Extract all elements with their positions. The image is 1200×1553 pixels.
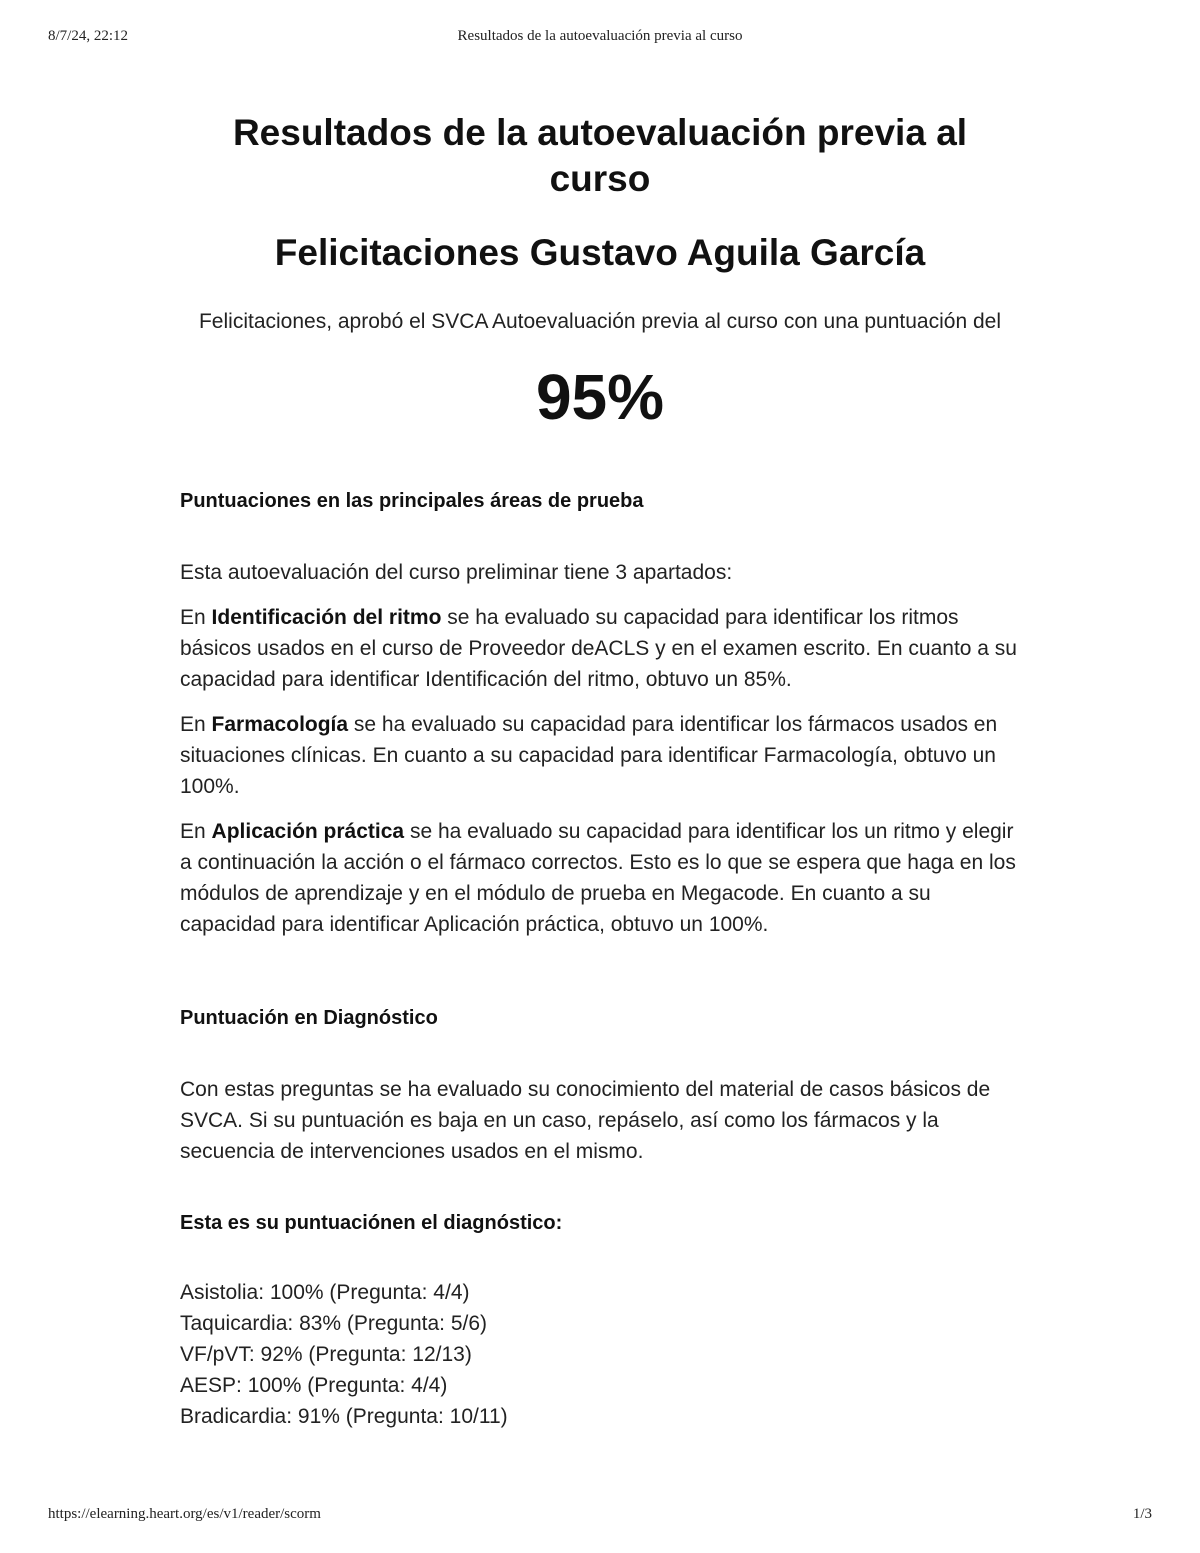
- print-footer: [48, 1506, 1152, 1526]
- area-paragraph-pharmacology: [180, 709, 1020, 802]
- diagnosis-score-item: Asistolia: 100% (Pregunta: 4/4): [180, 1281, 470, 1304]
- area-paragraph-rhythm: [180, 602, 1020, 695]
- area-name: Farmacología: [211, 713, 349, 736]
- main-content: [180, 110, 1020, 1448]
- diagnosis-scores-list: [180, 1277, 1020, 1432]
- print-header: [48, 28, 1152, 48]
- overall-score: 95%: [535, 361, 665, 433]
- area-prefix: En: [180, 606, 212, 629]
- diagnosis-scores-heading: Esta es su puntuaciónen el diagnóstico:: [180, 1212, 563, 1234]
- area-text: se ha evaluado su capacidad para identificar los ritmos básicos usados en el curso de Proveedor deACLS y en el examen escrito. En cuanto a su capacidad para identificar Identificación del ritmo, obtuvo un 85%.: [180, 606, 1017, 691]
- area-name: Aplicación práctica: [211, 820, 405, 843]
- area-prefix: En: [180, 820, 212, 843]
- congrats-text: Felicitaciones, aprobó el SVCA Autoevaluación previa al curso con una puntuación del: [198, 310, 1001, 333]
- print-title: Resultados de la autoevaluación previa al curso: [457, 28, 743, 44]
- areas-intro: Esta autoevaluación del curso preliminar tiene 3 apartados:: [180, 561, 733, 584]
- print-url[interactable]: https://elearning.heart.org/es/v1/reader/scorm: [48, 1506, 321, 1522]
- diagnosis-score-item: Bradicardia: 91% (Pregunta: 10/11): [180, 1405, 508, 1428]
- area-paragraph-practical: [180, 816, 1020, 940]
- diagnosis-score-item: VF/pVT: 92% (Pregunta: 12/13): [180, 1343, 472, 1366]
- area-text: se ha evaluado su capacidad para identificar los fármacos usados en situaciones clínicas. En cuanto a su capacidad para identificar Farmacología, obtuvo un 100%.: [180, 713, 998, 798]
- page-title: Resultados de la autoevaluación previa al curso: [232, 112, 968, 199]
- diagnosis-score-item: AESP: 100% (Pregunta: 4/4): [180, 1374, 448, 1397]
- congrats-heading: Felicitaciones Gustavo Aguila García: [274, 232, 926, 273]
- diagnosis-score-item: Taquicardia: 83% (Pregunta: 5/6): [180, 1312, 488, 1335]
- print-datetime: 8/7/24, 22:12: [48, 28, 129, 44]
- diagnosis-text: Con estas preguntas se ha evaluado su conocimiento del material de casos básicos de SVCA. Si su puntuación es baja en un caso, repáselo, así como los fármacos y la secuencia de intervenciones usados en el mismo.: [180, 1078, 991, 1163]
- diagnosis-heading: Puntuación en Diagnóstico: [180, 1007, 438, 1029]
- areas-heading: Puntuaciones en las principales áreas de prueba: [180, 490, 644, 512]
- area-name: Identificación del ritmo: [211, 606, 442, 629]
- area-prefix: En: [180, 713, 212, 736]
- page-number: 1/3: [1132, 1506, 1152, 1522]
- area-text: se ha evaluado su capacidad para identificar los un ritmo y elegir a continuación la acción o el fármaco correctos. Esto es lo que se espera que haga en los módulos de aprendizaje y en el módulo de prueba en Megacode. En cuanto a su capacidad para identificar Aplicación práctica, obtuvo un 100%.: [180, 820, 1016, 936]
